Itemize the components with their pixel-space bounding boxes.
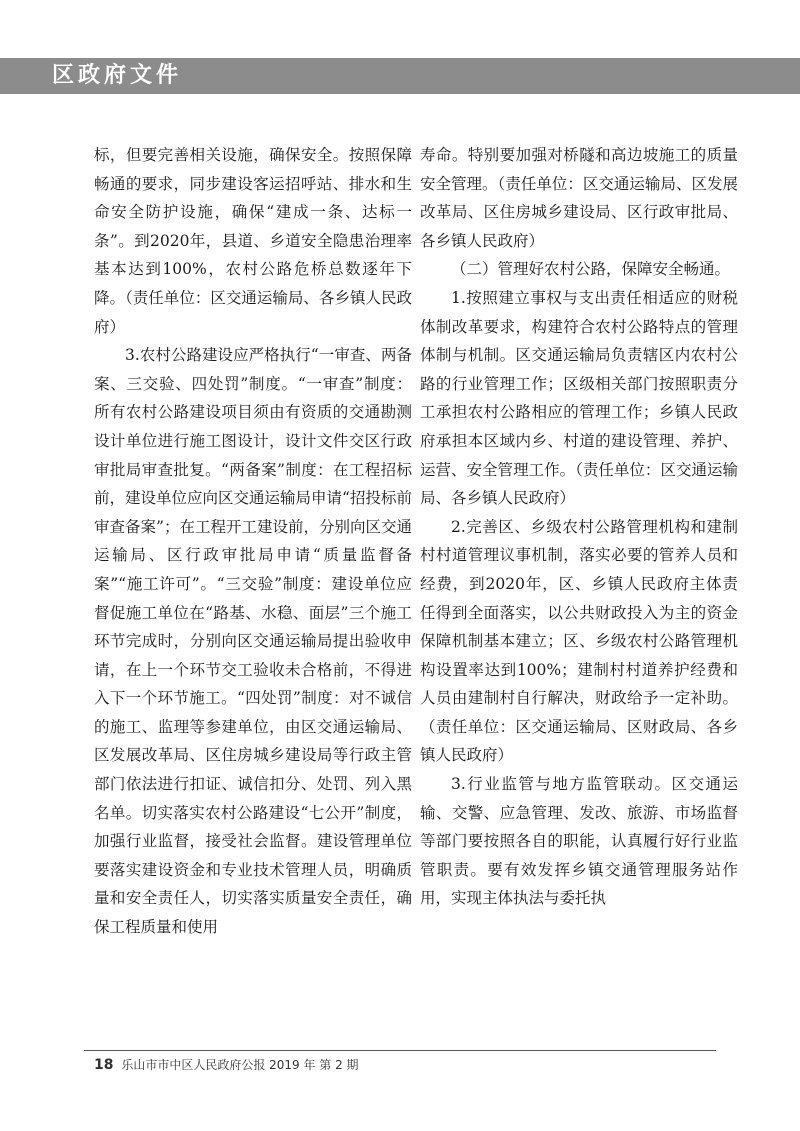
footer-divider	[84, 1050, 716, 1051]
paragraph: 3.行业监管与地方监管联动。区交通运输、交警、应急管理、发改、旅游、市场监督等部门要按照各自的职能，认真履行好行业监管职责。要有效发挥乡镇交通管理服务站作用，实现主体执法与委托执	[420, 775, 738, 908]
paragraph: 2.完善区、乡级农村公路管理机构和建制村村道管理议事机制，落实必要的管养人员和经费，到2020年，区、乡镇人民政府主体责任得到全面落实，以公共财政投入为主的资金保障机制基本建立；区、乡级农村公路管理机构设置率达到100%；建制村村道养护经费和人员由建制村自行解决，财政给予一定补助。（责任单位：区交通运输局、区财政局、各乡镇人民政府）	[420, 517, 738, 765]
right-column	[420, 141, 738, 913]
section-heading: （二）管理好农村公路，保障安全畅通。	[451, 260, 731, 279]
left-column	[94, 141, 412, 942]
page-number: 18	[94, 1057, 114, 1073]
publication-info: 乐山市市中区人民政府公报 2019 年 第 2 期	[121, 1058, 359, 1072]
paragraph: 1.按照建立事权与支出责任相适应的财税体制改革要求，构建符合农村公路特点的管理体制与机制。区交通运输局负责辖区内农村公路的行业管理工作；区级相关部门按照职责分工承担农村公路相应的管理工作；乡镇人民政府承担本区域内乡、村道的建设管理、养护、运营、安全管理工作。（责任单位：区交通运输局、各乡镇人民政府）	[420, 288, 738, 508]
page-footer	[94, 1056, 359, 1074]
paragraph: 3.农村公路建设应严格执行“一审查、两备案、三交验、四处罚”制度。“一审查”制度：所有农村公路建设项目须由有资质的交通勘测设计单位进行施工图设计，设计文件交区行政审批局审查批复。“两备案”制度：在工程招标前，建设单位应向区交通运输局申请“招投标前审查备案”；在工程开工建设前，分别向区交通运输局、区行政审批局申请“质量监督备案”“施工许可”。“三交验”制度：建设单位应督促施工单位在“路基、水稳、面层”三个施工环节完成时，分别向区交通运输局提出验收申请，在上一个环节交工验收未合格前，不得进入下一个环节施工。“四处罚”制度：对不诚信的施工、监理等参建单位，由区交通运输局、区发展改革局、区住房城乡建设局等行政主管部门依法进行扣证、诚信扣分、处罚、列入黑名单。切实落实农村公路建设“七公开”制度，加强行业监督，接受社会监督。建设管理单位要落实建设资金和专业技术管理人员，明确质量和安全责任人，切实落实质量安全责任，确保工程质量和使用	[94, 346, 412, 937]
page-title: 区政府文件	[52, 63, 183, 88]
paragraph: 标，但要完善相关设施，确保安全。按照保障畅通的要求，同步建设客运招呼站、排水和生命安全防护设施，确保“建成一条、达标一条”。到2020年，县道、乡道安全隐患治理率基本达到100%，农村公路危桥总数逐年下降。（责任单位：区交通运输局、各乡镇人民政府）	[94, 146, 412, 336]
paragraph: 寿命。特别要加强对桥隧和高边坡施工的质量安全管理。（责任单位：区交通运输局、区发展改革局、区住房城乡建设局、区行政审批局、各乡镇人民政府）	[420, 146, 738, 250]
